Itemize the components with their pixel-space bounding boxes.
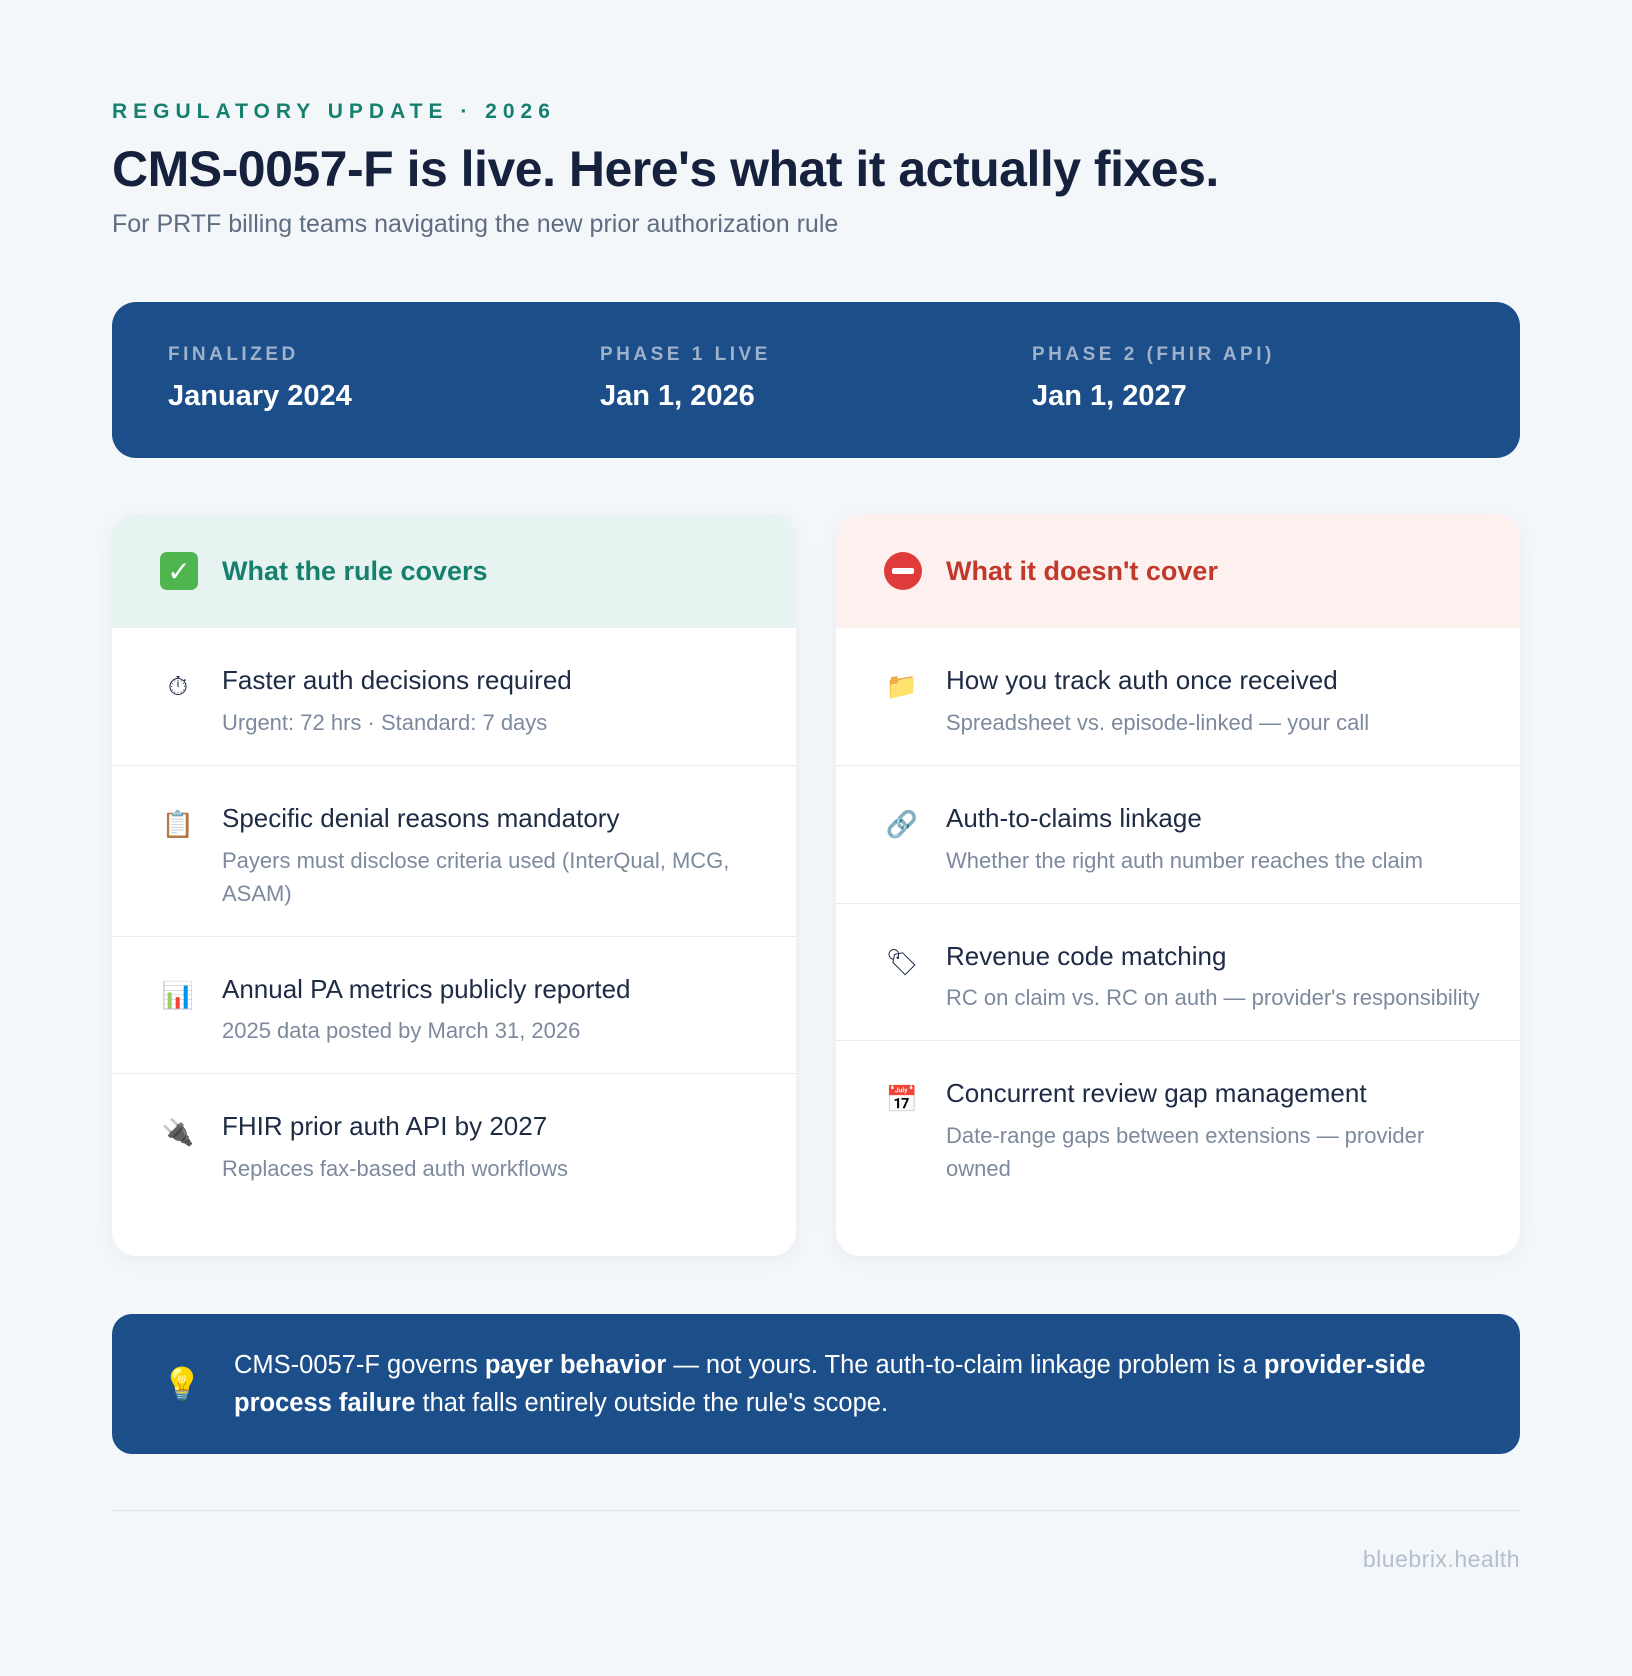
folder-icon: 📁 [885, 671, 919, 701]
stopwatch-icon: ⏱ [167, 671, 189, 701]
callout-bold-provider: provider-side process failure [234, 1350, 1426, 1417]
milestone-label: FINALIZED [168, 344, 299, 365]
covers-card-title: What the rule covers [222, 555, 488, 586]
no-entry-icon [884, 552, 922, 590]
footer-brand: bluebrix.health [1362, 1546, 1520, 1572]
tag-icon: 🏷 [885, 946, 919, 977]
list-item [112, 628, 796, 766]
covers-card-header [112, 514, 796, 628]
item-title: Annual PA metrics publicly reported [222, 973, 631, 1004]
item-desc: Date-range gaps between extensions — provider owned [946, 1123, 1425, 1182]
item-desc: Urgent: 72 hrs · Standard: 7 days [222, 709, 548, 735]
milestone-date: Jan 1, 2027 [1032, 380, 1187, 412]
check-icon: ✓ [160, 552, 198, 590]
list-item [836, 1041, 1520, 1211]
not-covered-card-title: What it doesn't cover [946, 555, 1218, 586]
timeline-banner [112, 302, 1520, 458]
item-title: Concurrent review gap management [946, 1078, 1367, 1109]
milestone-label: PHASE 2 (FHIR API) [1032, 344, 1275, 365]
milestone-finalized [168, 344, 600, 458]
list-item [112, 766, 796, 937]
key-takeaway-callout [112, 1314, 1520, 1454]
milestone-label: PHASE 1 LIVE [600, 344, 771, 365]
callout-bold-payer: payer behavior [484, 1350, 667, 1379]
item-desc: 2025 data posted by March 31, 2026 [222, 1018, 581, 1044]
item-title: Specific denial reasons mandatory [222, 802, 620, 833]
item-title: How you track auth once received [946, 665, 1338, 695]
list-item [112, 1074, 796, 1211]
list-item [836, 628, 1520, 766]
item-desc: RC on claim vs. RC on auth — provider's responsibility [946, 985, 1480, 1011]
item-desc: Payers must disclose criteria used (InterQual, MCG, ASAM) [222, 847, 730, 906]
not-covered-card-header [836, 514, 1520, 628]
item-title: Revenue code matching [946, 940, 1227, 971]
link-icon: 🔗 [885, 808, 919, 839]
lightbulb-icon: 💡 [162, 1366, 202, 1402]
calendar-icon: 📅 [885, 1084, 919, 1115]
divider [112, 1510, 1520, 1511]
list-item [112, 937, 796, 1075]
item-desc: Replaces fax-based auth workflows [222, 1156, 569, 1182]
plug-icon: 🔌 [161, 1117, 195, 1148]
covers-card [112, 514, 796, 1256]
page-subtitle: For PRTF billing teams navigating the new prior authorization rule [112, 210, 839, 238]
milestone-date: Jan 1, 2026 [600, 380, 755, 412]
item-title: Faster auth decisions required [222, 665, 572, 695]
item-desc: Whether the right auth number reaches the claim [946, 847, 1423, 873]
not-covered-card [836, 514, 1520, 1256]
clipboard-icon: 📋 [161, 808, 195, 839]
eyebrow: REGULATORY UPDATE · 2026 [112, 100, 556, 123]
list-item [836, 904, 1520, 1042]
bar-chart-icon: 📊 [161, 979, 195, 1010]
item-title: Auth-to-claims linkage [946, 802, 1202, 833]
item-title: FHIR prior auth API by 2027 [222, 1111, 548, 1142]
list-item [836, 766, 1520, 904]
milestone-date: January 2024 [168, 380, 352, 412]
milestone-phase-1 [600, 344, 1032, 458]
page-title: CMS-0057-F is live. Here's what it actually fixes. [112, 141, 1219, 197]
callout-text: CMS-0057-F governs payer behavior — not yours. The auth-to-claim linkage problem is a provider-side process failure that falls entirely outside the rule's scope. [234, 1350, 1426, 1417]
milestone-phase-2 [1032, 344, 1464, 458]
item-desc: Spreadsheet vs. episode-linked — your call [946, 709, 1370, 735]
